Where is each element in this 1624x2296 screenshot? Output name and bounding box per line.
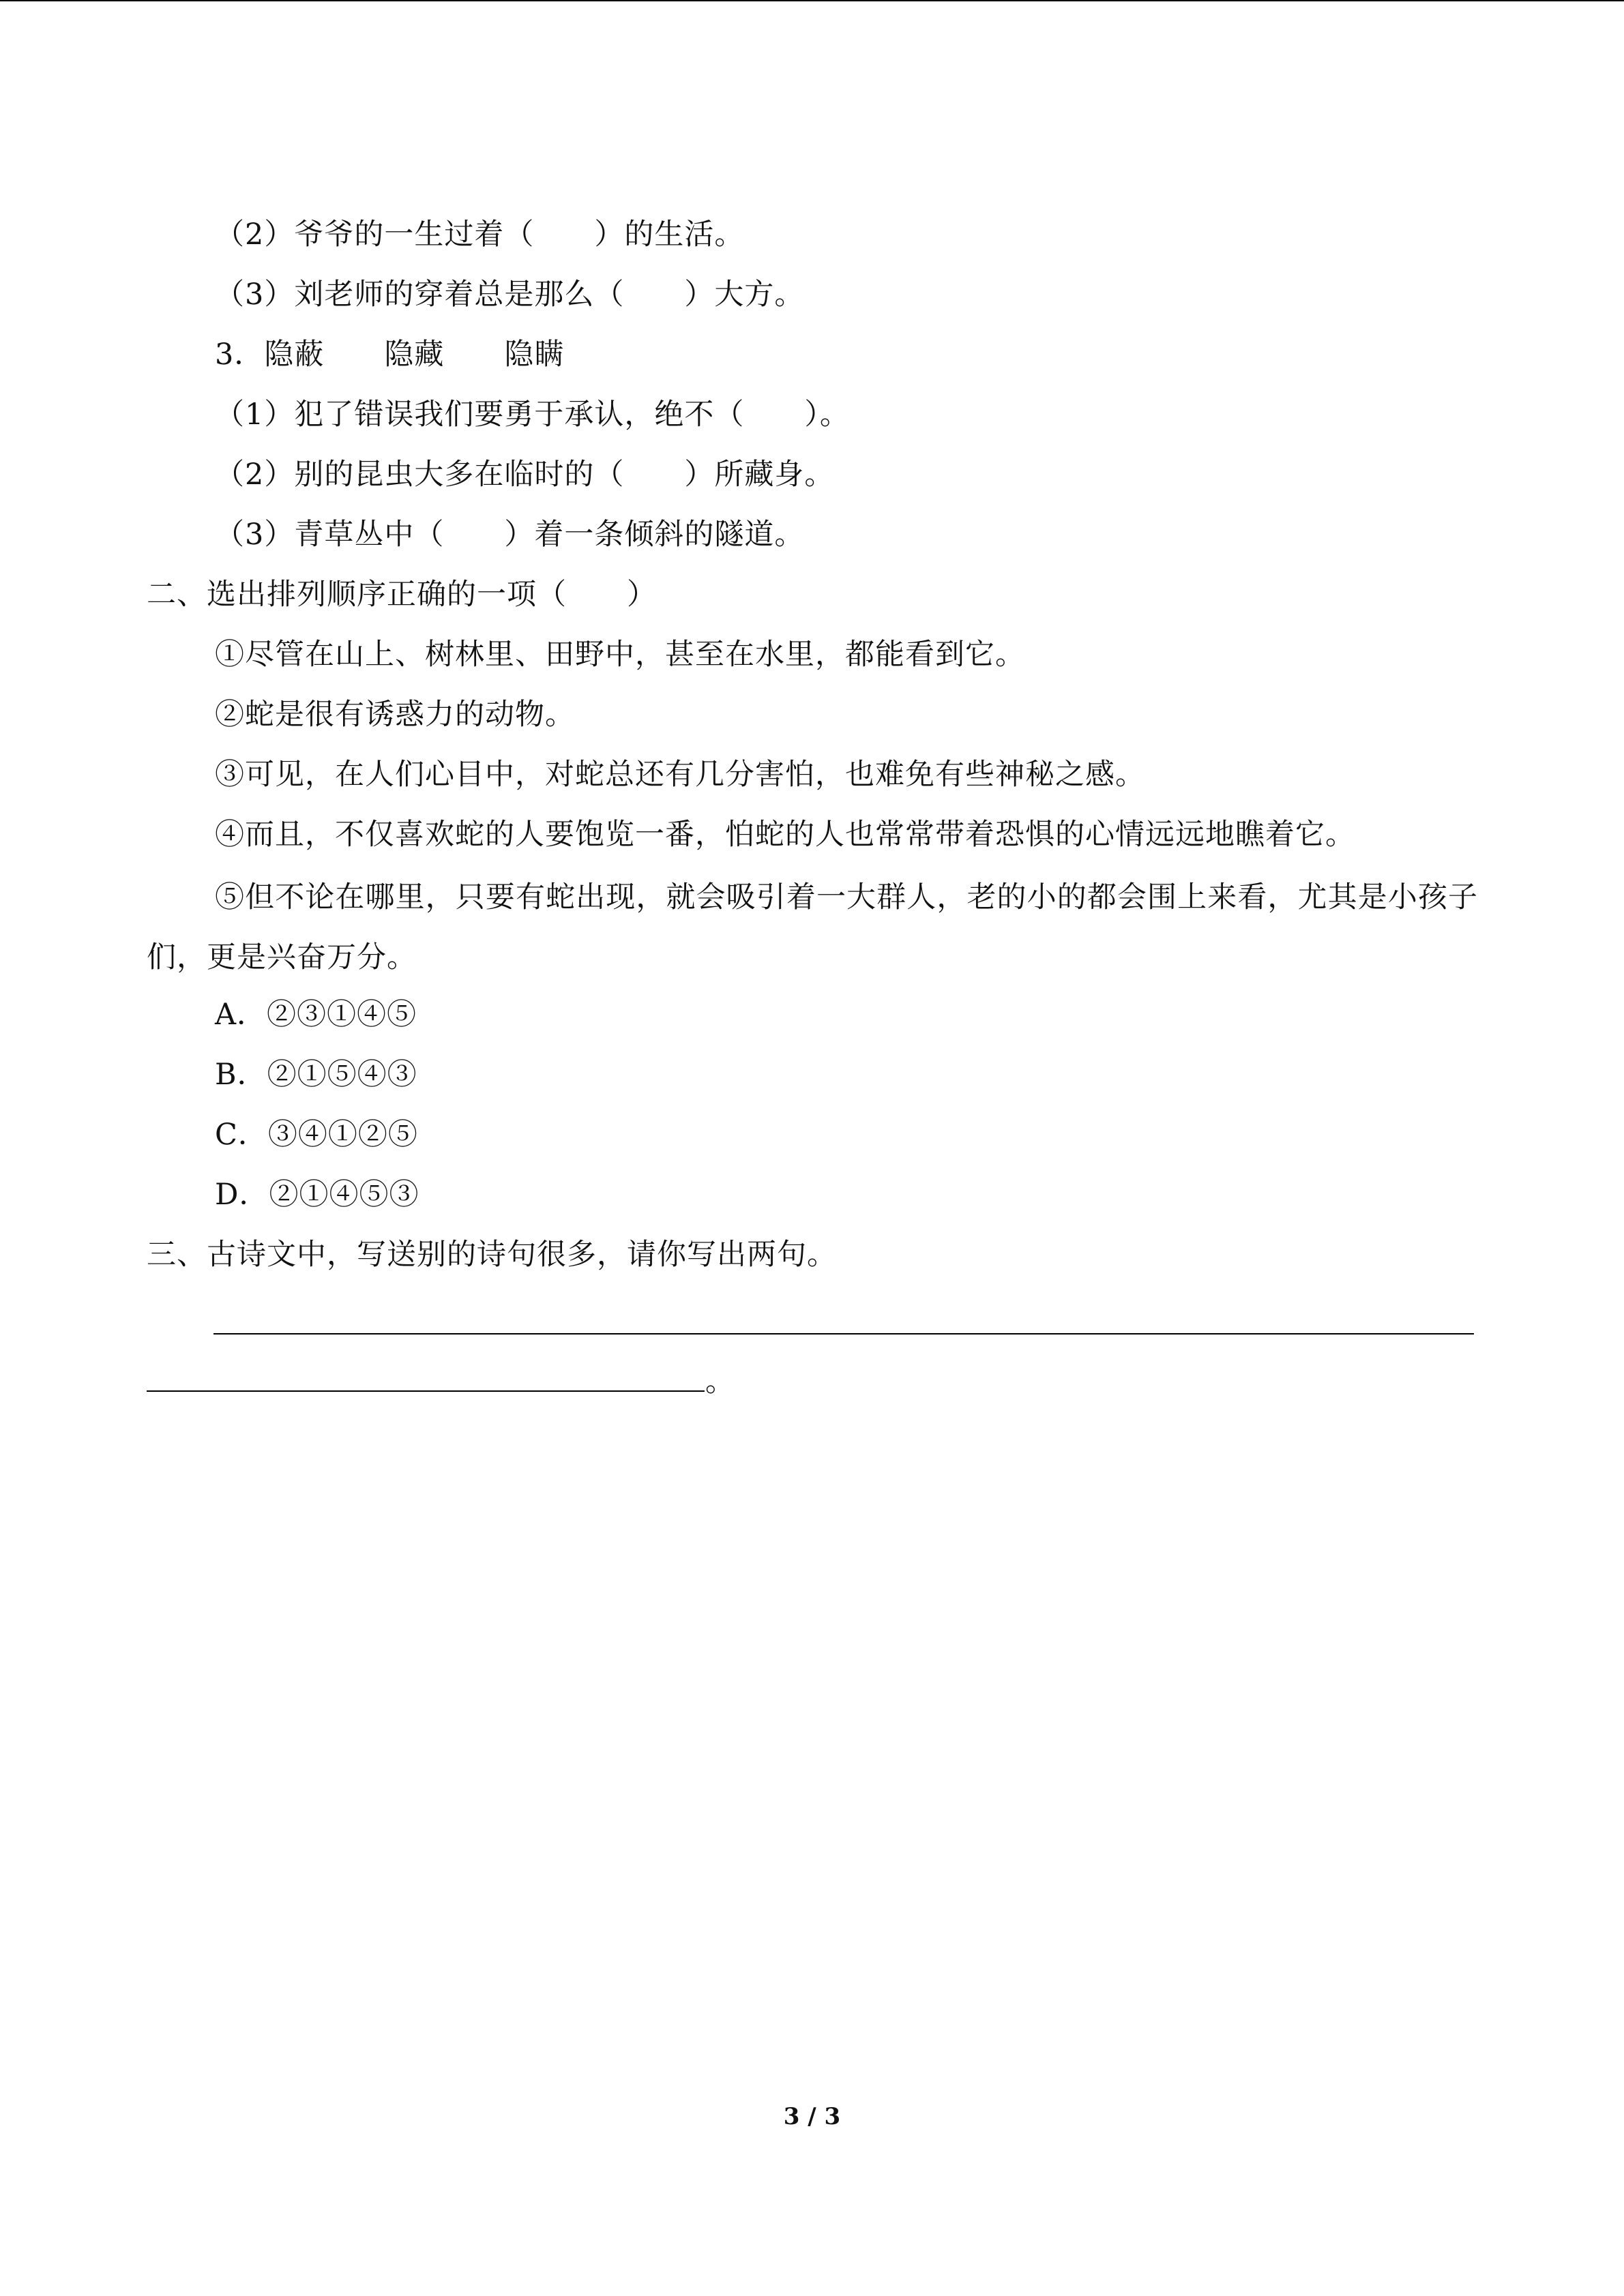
section2-sentence-1: ①尽管在山上、树林里、田野中，甚至在水里，都能看到它。 <box>215 638 1025 672</box>
section2-sentence-4: ④而且，不仅喜欢蛇的人要饱览一番，怕蛇的人也常常带着恐惧的心情远远地瞧着它。 <box>215 818 1355 852</box>
section2-sentence-3: ③可见，在人们心目中，对蛇总还有几分害怕，也难免有些神秘之感。 <box>215 758 1145 792</box>
section3-title: 三、古诗文中，写送别的诗句很多，请你写出两句。 <box>147 1238 837 1272</box>
q3-item-1: （1）犯了错误我们要勇于承认，绝不（ ）。 <box>215 398 850 432</box>
answer-line-1[interactable] <box>213 1333 1474 1335</box>
q2-item-2: （2）爷爷的一生过着（ ）的生活。 <box>215 218 745 252</box>
page-top-border <box>0 0 1624 1</box>
q3-item-2: （2）别的昆虫大多在临时的（ ）所藏身。 <box>215 458 835 492</box>
answer-end-mark: 。 <box>705 1365 735 1399</box>
section2-option-c: C．③④①②⑤ <box>215 1118 418 1152</box>
page-number: 3 / 3 <box>783 2103 841 2130</box>
section2-option-b: B．②①⑤④③ <box>215 1058 417 1092</box>
q3-item-3: （3）青草丛中（ ）着一条倾斜的隧道。 <box>215 518 805 552</box>
section2-option-d: D．②①④⑤③ <box>215 1178 419 1212</box>
answer-line-2[interactable] <box>147 1390 705 1392</box>
q3-header: 3．隐蔽 隐藏 隐瞒 <box>215 338 565 372</box>
section2-option-a: A．②③①④⑤ <box>215 998 417 1032</box>
section2-sentence-2: ②蛇是很有诱惑力的动物。 <box>215 698 575 732</box>
section2-sentence-5: ⑤但不论在哪里，只要有蛇出现，就会吸引着一大群人，老的小的都会围上来看，尤其是小孩子们，更是兴奋万分。 <box>147 880 1478 974</box>
q2-item-3: （3）刘老师的穿着总是那么（ ）大方。 <box>215 278 805 312</box>
section2-title: 二、选出排列顺序正确的一项（ ） <box>147 578 657 612</box>
